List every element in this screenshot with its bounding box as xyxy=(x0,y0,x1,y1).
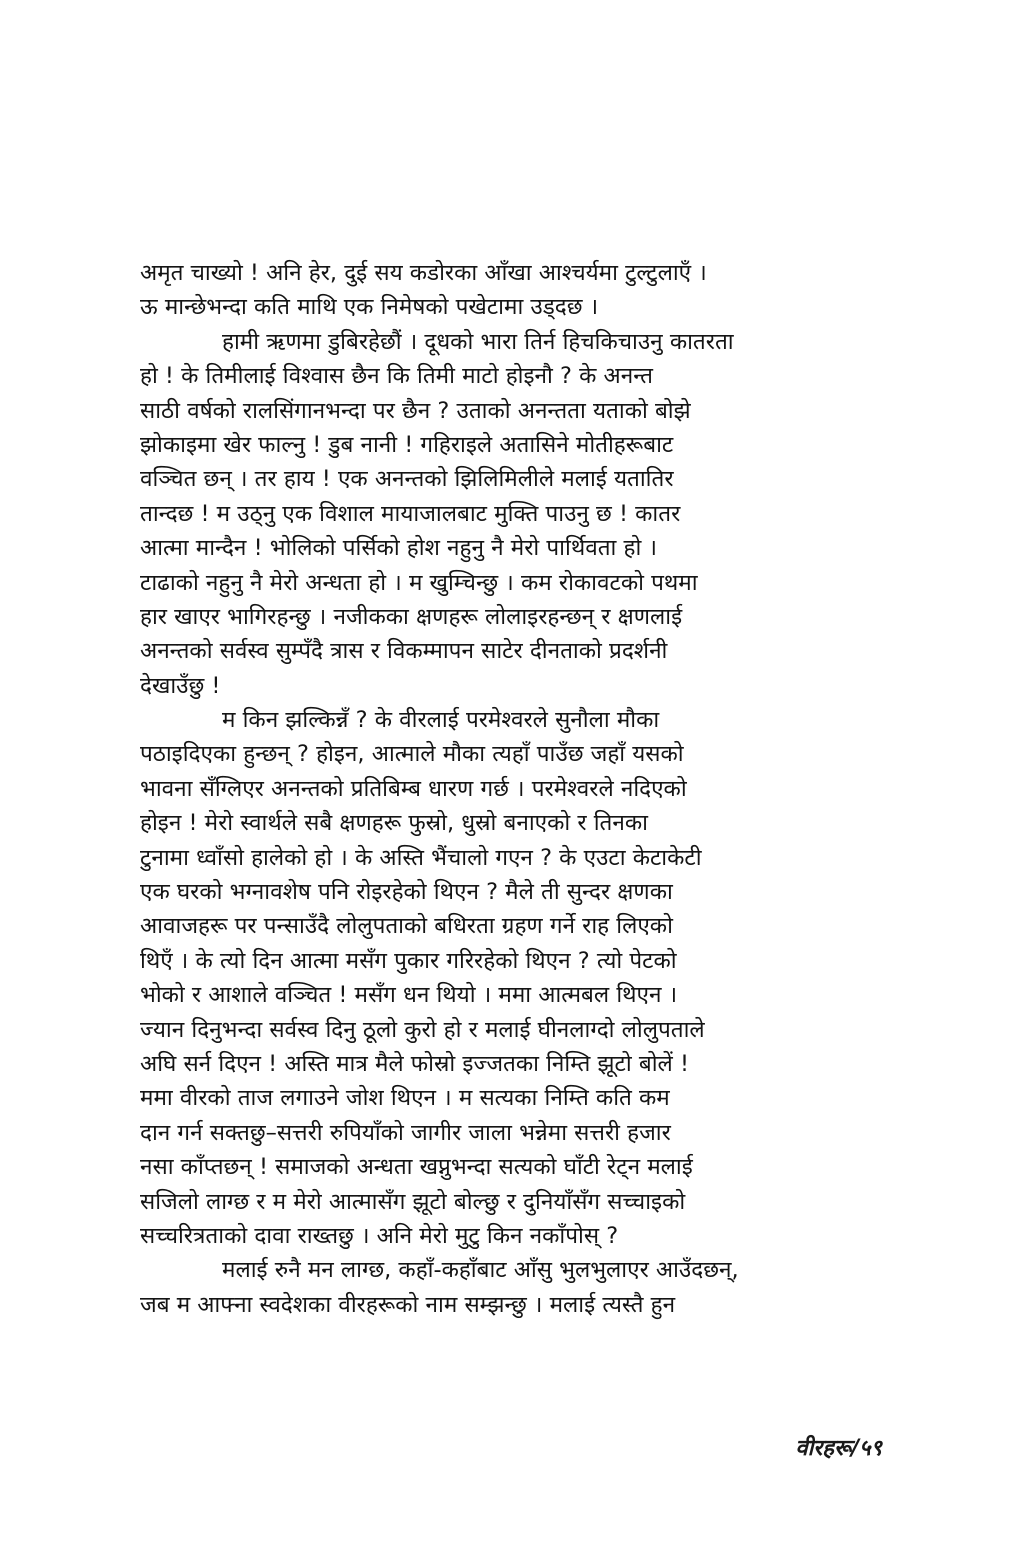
text-line-11: हार खाएर भागिरहन्छु । नजीकका क्षणहरू लोलाइरहन्छन् र क्षणलाई xyxy=(140,603,683,630)
text-line-17: होइन ! मेरो स्वार्थले सबै क्षणहरू फुस्रो, धुस्रो बनाएको र तिनका xyxy=(140,810,648,837)
text-line-2: ऊ मान्छेभन्दा कति माथि एक निमेषको पखेटामा उड्दछ । xyxy=(140,294,599,321)
text-line-4: हो ! के तिमीलाई विश्वास छैन कि तिमी माटो होइनौ ? के अनन्त xyxy=(140,363,653,390)
text-line-27: नसा काँप्तछन् ! समाजको अन्धता खप्नुभन्दा सत्यको घाँटी रेट्न मलाई xyxy=(140,1154,693,1181)
text-line-25: ममा वीरको ताज लगाउने जोश थिएन । म सत्यका निम्ति कति कम xyxy=(140,1085,670,1112)
text-line-13: देखाउँछु ! xyxy=(140,672,221,699)
text-line-22: भोको र आशाले वञ्चित ! मसँग धन थियो । ममा आत्मबल थिएन । xyxy=(140,982,678,1009)
text-line-23: ज्यान दिनुभन्दा सर्वस्व दिनु ठूलो कुरो हो र मलाई घीनलाग्दो लोलुपताले xyxy=(140,1016,705,1043)
text-line-26: दान गर्न सक्तछु–सत्तरी रुपियाँको जागीर जाला भन्नेमा सत्तरी हजार xyxy=(140,1119,671,1146)
text-line-7: वञ्चित छन् । तर हाय ! एक अनन्तको झिलिमिलीले मलाई यतातिर xyxy=(140,466,674,493)
text-line-10: टाढाको नहुनु नै मेरो अन्धता हो । म खुम्चिन्छु । कम रोकावटको पथमा xyxy=(140,569,698,596)
text-line-16: भावना सँग्लिएर अनन्तको प्रतिबिम्ब धारण गर्छ । परमेश्वरले नदिएको xyxy=(140,775,687,802)
text-line-3: हामी ऋणमा डुबिरहेछौं । दूधको भारा तिर्न हिचकिचाउनु कातरता xyxy=(222,328,734,355)
text-line-5: साठी वर्षको रालसिंगानभन्दा पर छैन ? उताको अनन्तता यताको बोझे xyxy=(140,397,691,424)
text-line-18: टुनामा ध्वाँसो हालेको हो । के अस्ति भैंचालो गएन ? के एउटा केटाकेटी xyxy=(140,844,702,871)
page-footer: वीरहरू/५९ xyxy=(795,1436,882,1461)
text-line-12: अनन्तको सर्वस्व सुम्पँदै त्रास र विकम्मापन साटेर दीनताको प्रदर्शनी xyxy=(140,638,668,665)
text-line-19: एक घरको भग्नावशेष पनि रोइरहेको थिएन ? मैले ती सुन्दर क्षणका xyxy=(140,879,673,906)
text-line-30: मलाई रुनै मन लाग्छ, कहाँ-कहाँबाट आँसु भुलभुलाएर आउँदछन्, xyxy=(222,1257,739,1284)
text-line-1: अमृत चाख्यो ! अनि हेर, दुई सय कडोरका आँखा आश्चर्यमा टुल्टुलाएँ । xyxy=(140,260,707,286)
text-line-14: म किन झल्किन्नँ ? के वीरलाई परमेश्वरले सुनौला मौका xyxy=(222,707,660,734)
text-line-24: अघि सर्न दिएन ! अस्ति मात्र मैले फोस्रो इज्जतका निम्ति झूटो बोलें ! xyxy=(140,1050,689,1077)
text-line-29: सच्चरित्रताको दावा राख्तछु । अनि मेरो मुटु किन नकाँपोस् ? xyxy=(140,1222,619,1249)
text-line-15: पठाइदिएका हुन्छन् ? होइन, आत्माले मौका त्यहाँ पाउँछ जहाँ यसको xyxy=(140,741,684,768)
text-line-8: तान्दछ ! म उठ्नु एक विशाल मायाजालबाट मुक्ति पाउनु छ ! कातर xyxy=(140,500,681,527)
text-line-21: थिएँ । के त्यो दिन आत्मा मसँग पुकार गरिरहेको थिएन ? त्यो पेटको xyxy=(140,947,677,974)
text-line-9: आत्मा मान्दैन ! भोलिको पर्सिको होश नहुनु नै मेरो पार्थिवता हो । xyxy=(140,535,657,562)
body-text xyxy=(140,256,892,1322)
text-line-20: आवाजहरू पर पन्साउँदै लोलुपताको बधिरता ग्रहण गर्ने राह लिएको xyxy=(140,913,673,940)
text-line-31: जब म आफ्ना स्वदेशका वीरहरूको नाम सम्झन्छु । मलाई त्यस्तै हुन xyxy=(140,1291,676,1318)
text-line-28: सजिलो लाग्छ र म मेरो आत्मासँग झूटो बोल्छु र दुनियाँसँग सच्चाइको xyxy=(140,1188,686,1215)
text-line-6: झोकाइमा खेर फाल्नु ! डुब नानी ! गहिराइले अतासिने मोतीहरूबाट xyxy=(140,431,674,458)
